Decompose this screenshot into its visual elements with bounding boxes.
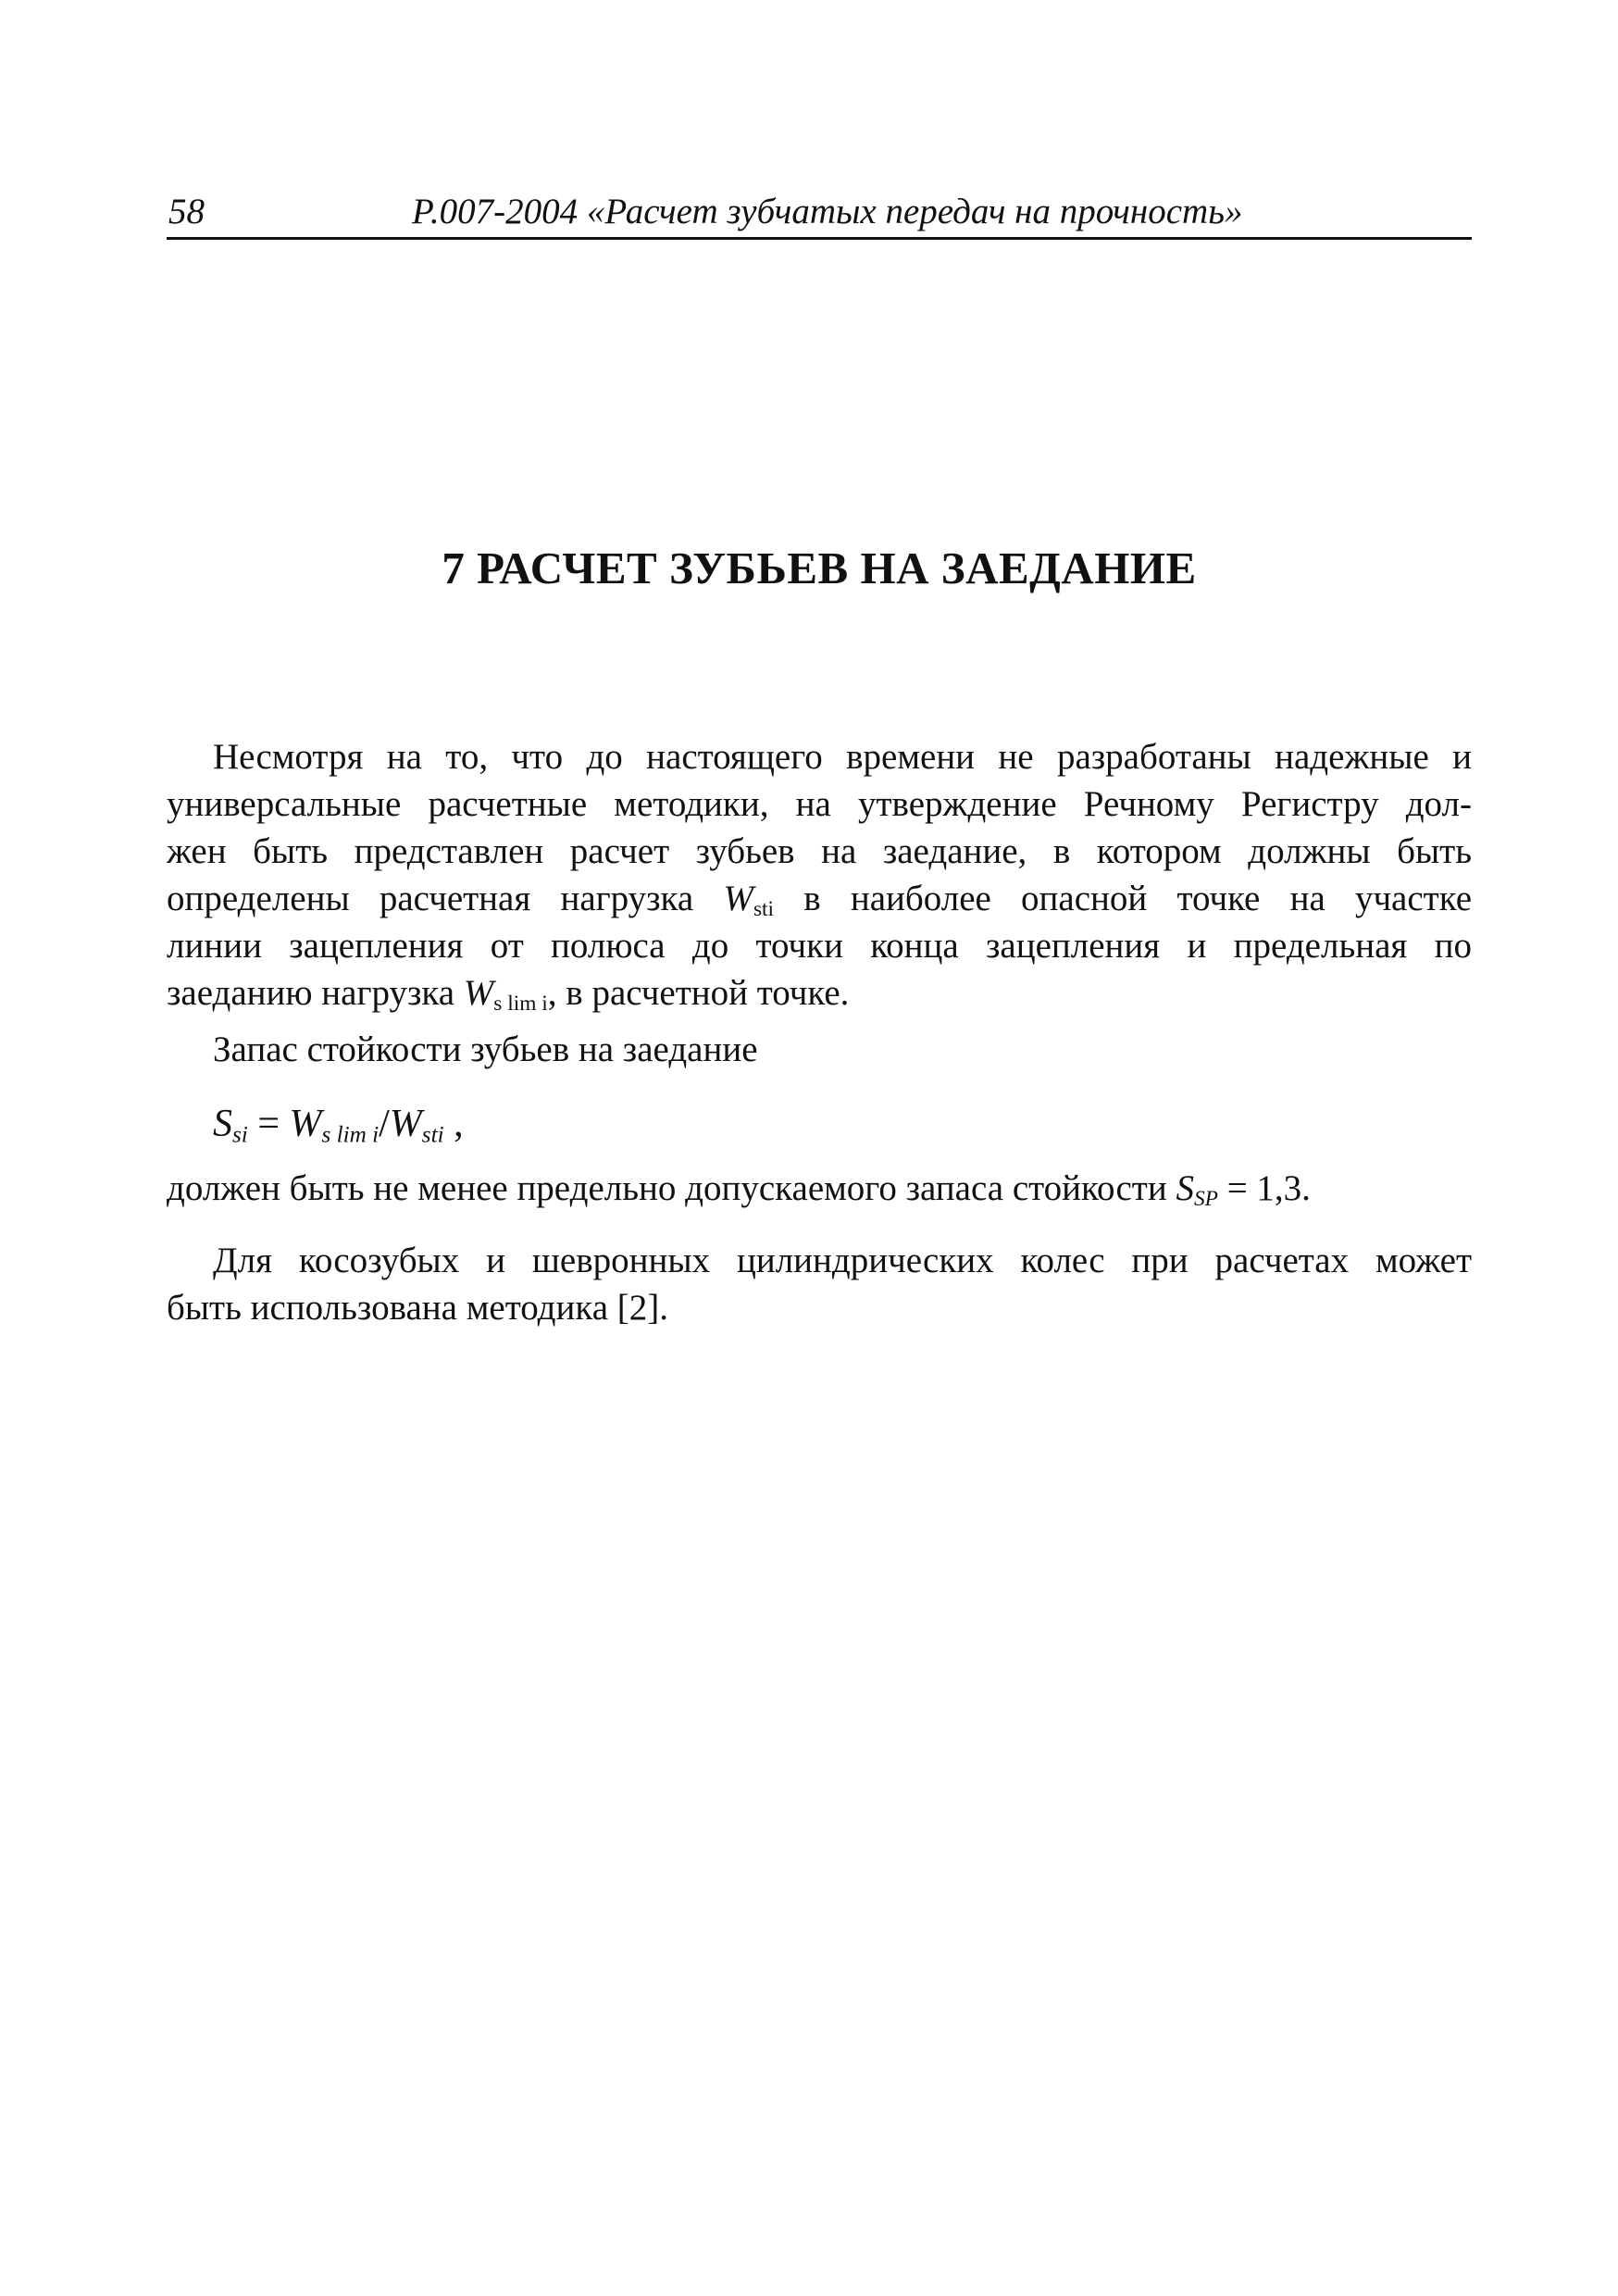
paragraph-line	[167, 875, 1472, 922]
formula-slash: /	[379, 1103, 390, 1145]
paragraph-line: Запас стойкости зубьев на заедание	[213, 1029, 758, 1069]
paragraph-line: линии зацепления от полюса до точки конца зацепления и предельная по	[167, 926, 1472, 966]
formula-equals: =	[247, 1103, 290, 1145]
text-fragment: в наиболее опасной точке на участке	[803, 879, 1473, 918]
formula-denominator: W	[389, 1103, 422, 1145]
variable-subscript: s lim i	[493, 991, 548, 1016]
text-fragment: , в расчетной точке.	[547, 973, 850, 1013]
text-fragment: = 1,3.	[1217, 1168, 1311, 1208]
formula-lhs: S	[213, 1103, 232, 1145]
formula-lhs-subscript: si	[232, 1122, 248, 1148]
paragraph-line: быть использована методика [2].	[167, 1288, 668, 1328]
running-header	[167, 191, 1472, 240]
text-fragment: заеданию нагрузка	[167, 973, 455, 1013]
variable-w: W	[463, 973, 494, 1013]
formula-numerator: W	[289, 1103, 322, 1145]
paragraph-line	[167, 1165, 1472, 1212]
paragraph-requirement	[167, 1165, 1472, 1212]
variable-subscript: sti	[753, 896, 775, 921]
paragraph-line: жен быть представлен расчет зубьев на заедание, в котором должны быть	[167, 831, 1472, 871]
page-number: 58	[168, 192, 205, 231]
variable-subscript: SP	[1193, 1186, 1218, 1211]
section-title: 7 РАСЧЕТ ЗУБЬЕВ НА ЗАЕДАНИЕ	[442, 543, 1197, 593]
running-title: Р.007-2004 «Расчет зубчатых передач на прочность»	[412, 192, 1243, 231]
formula-numerator-subscript: s lim i	[321, 1122, 380, 1148]
formula-denominator-subscript: sti	[421, 1122, 444, 1148]
paragraph-line: Несмотря на то, что до настоящего времени не разработаны надежные и	[213, 737, 1472, 777]
text-fragment: должен быть не менее предельно допускаемого запаса стойкости	[167, 1168, 1167, 1208]
paragraph-safety-margin	[167, 1026, 1472, 1073]
formula-tail: ,	[443, 1103, 464, 1145]
variable-s: S	[1176, 1168, 1194, 1208]
paragraph-intro	[167, 733, 1472, 1017]
variable-w: W	[723, 879, 753, 918]
formula-safety-factor	[213, 1102, 464, 1146]
text-fragment: определены расчетная нагрузка	[167, 879, 694, 918]
paragraph-line	[167, 969, 1472, 1017]
paragraph-line: универсальные расчетные методики, на утверждение Речному Регистру дол-	[167, 784, 1472, 824]
paragraph-method	[167, 1237, 1472, 1331]
paragraph-line: Для косозубых и шевронных цилиндрических колес при расчетах может	[213, 1241, 1472, 1280]
